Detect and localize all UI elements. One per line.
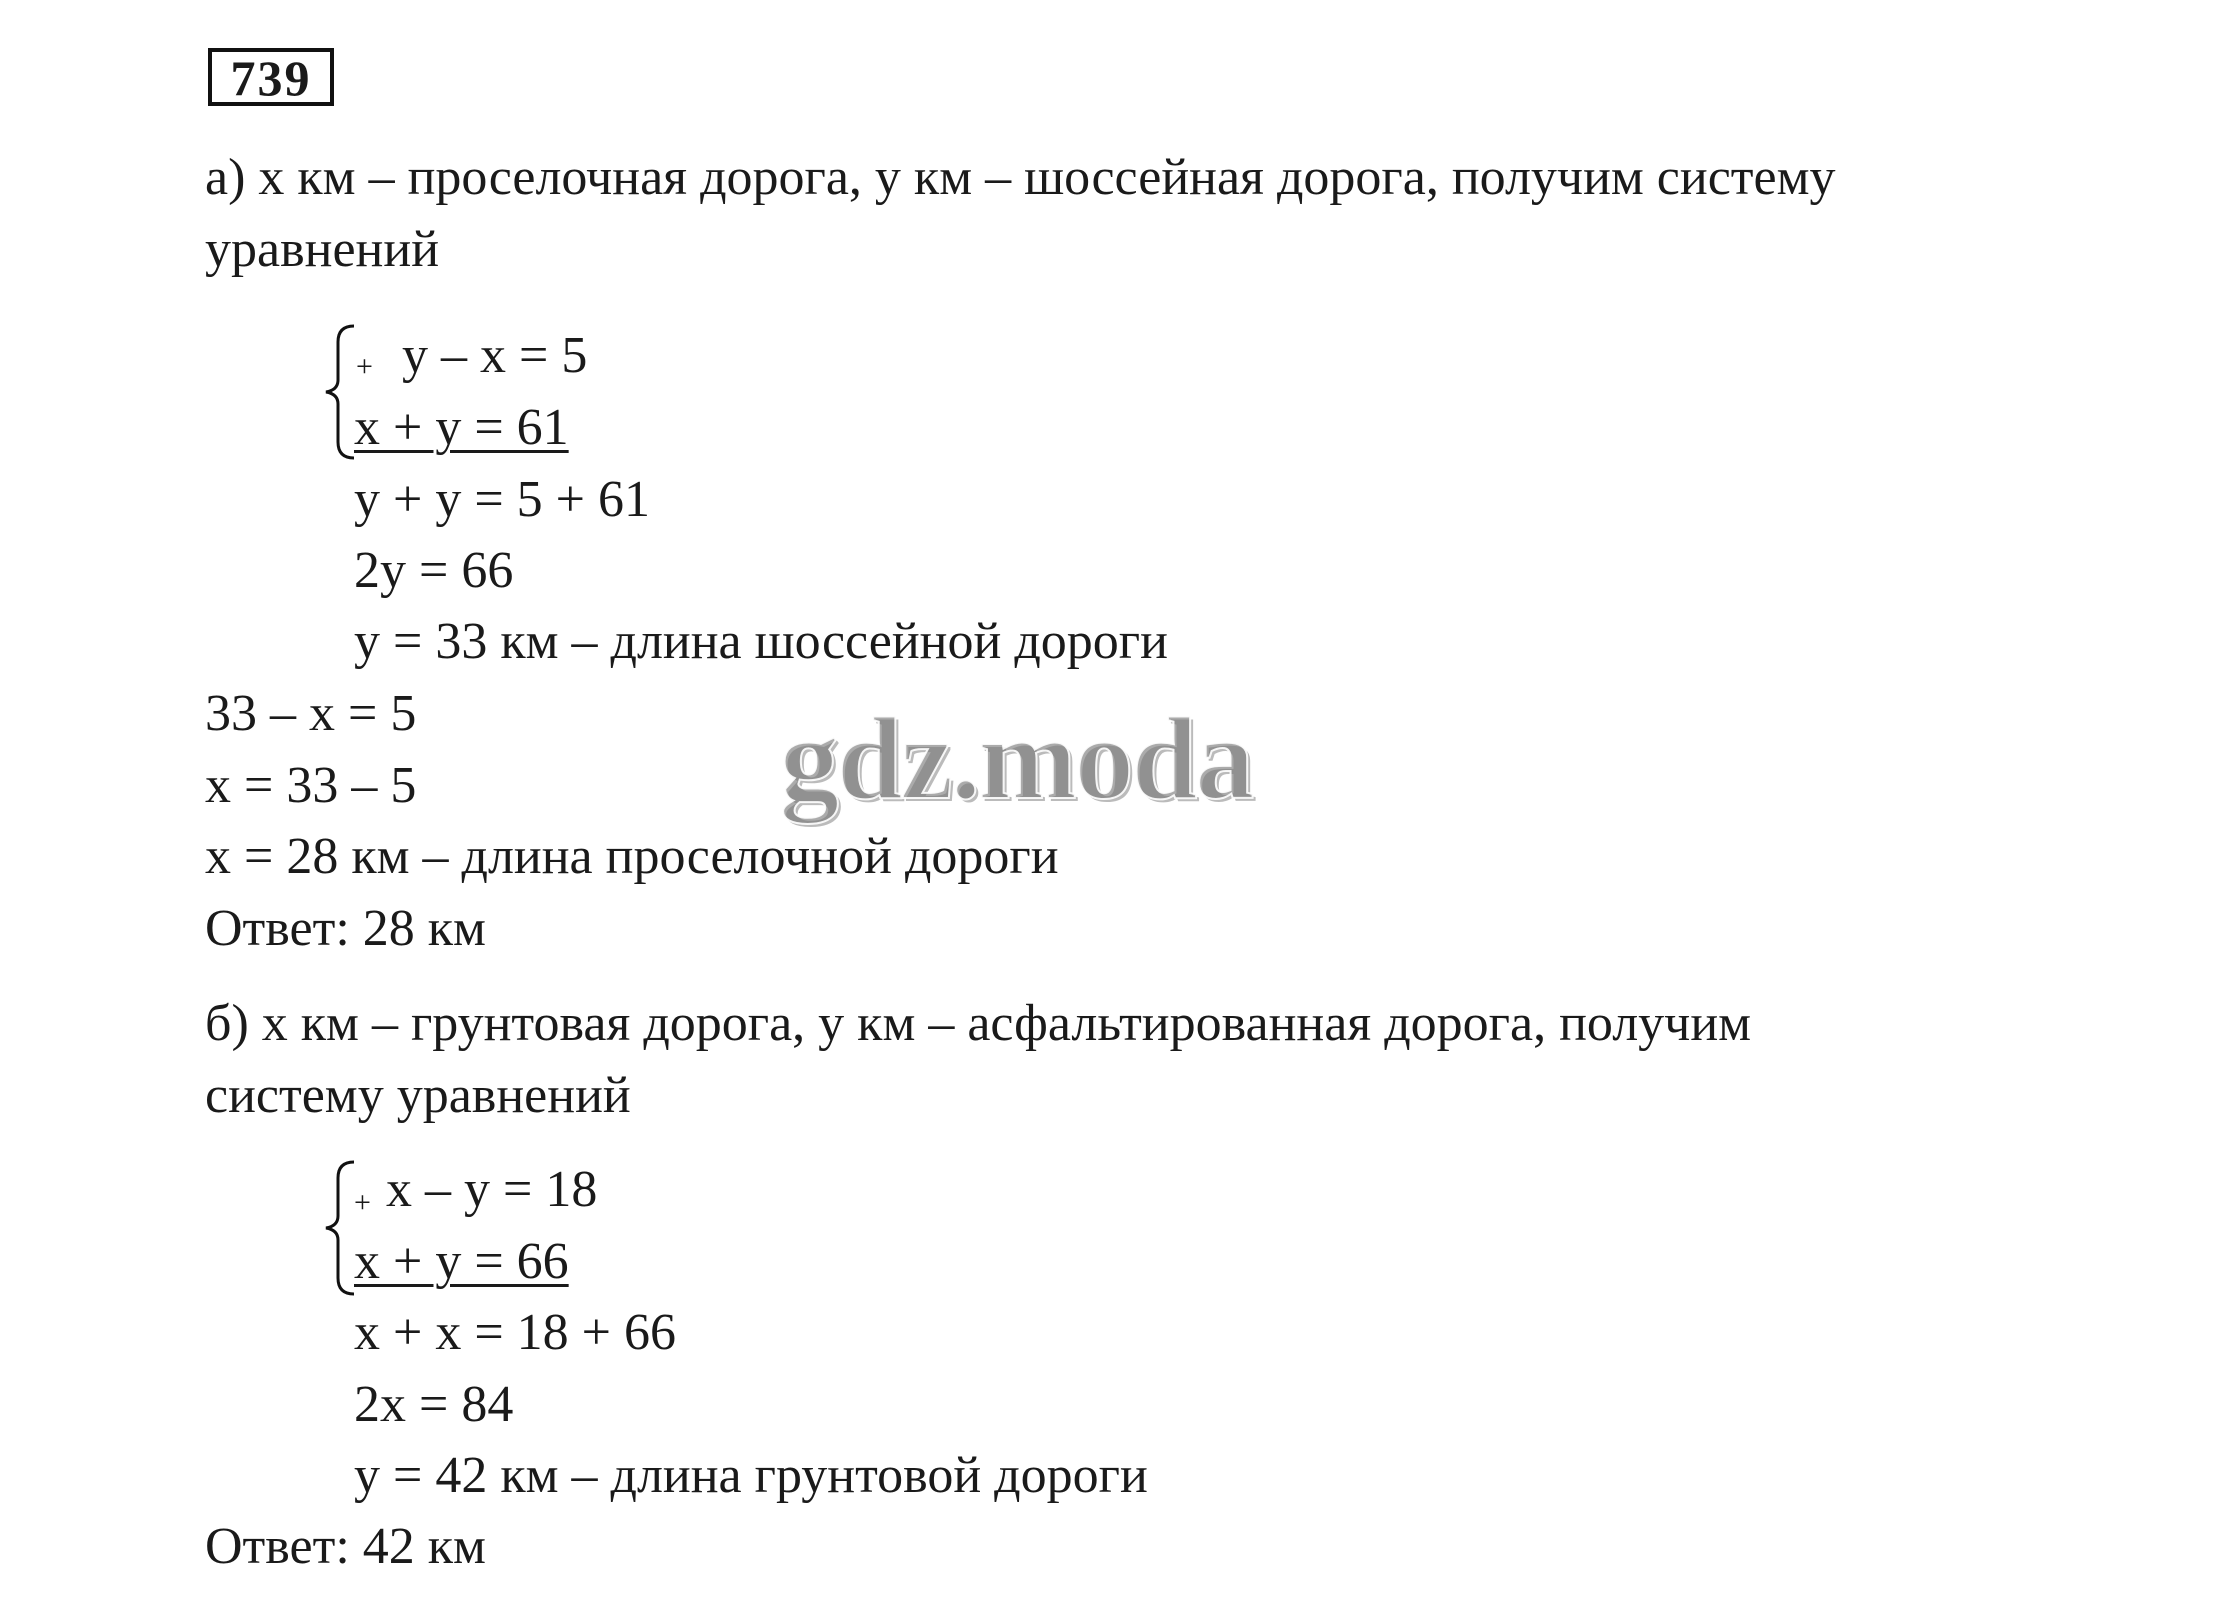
part-a-step-2: 2y = 66: [354, 542, 514, 599]
part-b-equation-1: x – y = 18: [386, 1161, 598, 1218]
part-a-equation-2: x + y = 61: [354, 399, 569, 456]
part-b-step-1: x + x = 18 + 66: [354, 1304, 676, 1361]
part-b-plus-sign: +: [354, 1186, 371, 1219]
part-b-intro-line2: систему уравнений: [205, 1067, 631, 1124]
problem-number: 739: [208, 48, 334, 106]
part-a-plus-sign: +: [356, 350, 373, 383]
part-b-equation-2: x + y = 66: [354, 1233, 569, 1290]
part-a-equation-1: y – x = 5: [402, 327, 588, 384]
part-a-answer: Ответ: 28 км: [205, 900, 486, 957]
watermark-logo: gdz.moda: [780, 693, 1253, 824]
part-b-intro-line1: б) x км – грунтовая дорога, y км – асфальтированная дорога, получим: [205, 995, 1752, 1052]
part-b-step-3: y = 42 км – длина грунтовой дороги: [354, 1447, 1148, 1504]
part-a-step-4: 33 – x = 5: [205, 685, 417, 742]
part-b-step-2: 2x = 84: [354, 1376, 514, 1433]
part-a-step-3: y = 33 км – длина шоссейной дороги: [354, 613, 1168, 670]
part-a-step-5: x = 33 – 5: [205, 757, 417, 814]
part-a-intro-line2: уравнений: [205, 221, 440, 278]
part-a-intro-line1: а) x км – проселочная дорога, y км – шоссейная дорога, получим систему: [205, 149, 1836, 206]
part-b-answer: Ответ: 42 км: [205, 1518, 486, 1575]
part-a-step-6: x = 28 км – длина проселочной дороги: [205, 828, 1059, 885]
part-a-step-1: y + y = 5 + 61: [354, 471, 650, 528]
